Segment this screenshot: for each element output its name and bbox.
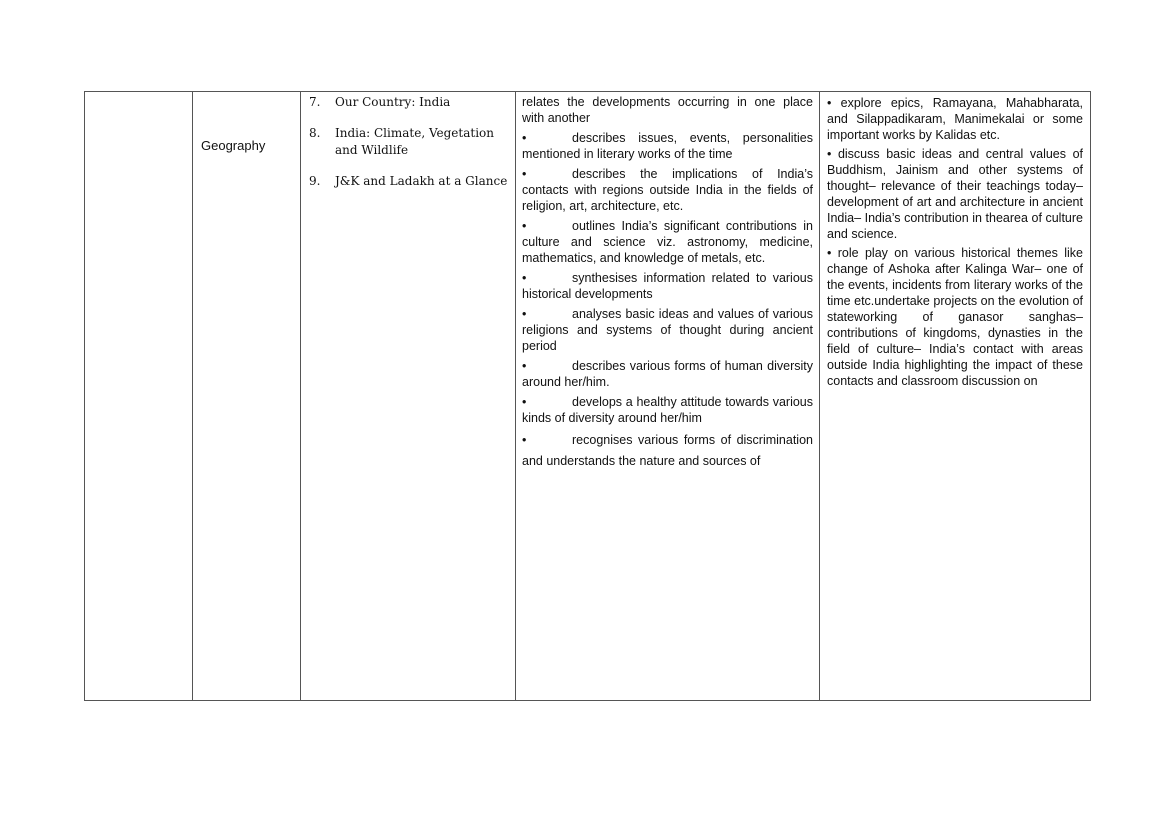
bullet-icon: • [522,271,527,285]
chapter-number: 9. [309,174,321,188]
list-item: • describes the implications of India’s contacts with regions outside India in the fields of religion, art, architecture, etc. [522,167,813,213]
blank-cell [85,92,193,701]
list-item: • recognises various forms of discrimination and understands the nature and sources of [522,430,813,472]
bullet-icon: • [827,147,832,161]
chapter-title: Our Country: India [335,95,451,109]
suggested-pedagogy [820,92,1090,389]
learning-outcomes [516,92,819,472]
list-item: • develops a healthy attitude towards various kinds of diversity around her/him [522,395,813,425]
bullet-icon: • [522,219,527,233]
bullet-icon: • [522,433,527,447]
pedagogy-cell [820,92,1091,701]
chapter-list [301,92,515,190]
learning-outcomes-cell [516,92,820,701]
bullet-icon: • [522,131,527,145]
list-item [309,125,509,159]
list-item: • role play on various historical themes like change of Ashoka after Kalinga War– one of the events, incidents from literary works of the time etc.undertake projects on the evolution of stateworking of ganasor sanghas– contributions of kingdoms, dynasties in the field of culture– India’s contact with areas outside India highlighting the impact of these contacts and classroom discussion on [827,246,1083,388]
list-item [309,173,509,190]
curriculum-table [84,91,1091,701]
subject-label: Geography [201,138,266,153]
list-item: • analyses basic ideas and values of various religions and systems of thought during ancient period [522,307,813,353]
list-item: • describes issues, events, personalities mentioned in literary works of the time [522,131,813,161]
chapter-title: J&K and Ladakh at a Glance [335,174,508,188]
chapter-number: 8. [309,126,321,140]
list-item: • describes various forms of human diversity around her/him. [522,359,813,389]
chapters-cell [301,92,516,701]
chapter-number: 7. [309,95,321,109]
list-item: • outlines India’s significant contributions in culture and science viz. astronomy, medicine, mathematics, and knowledge of metals, etc. [522,219,813,265]
bullet-icon: • [522,359,527,373]
list-item: • synthesises information related to various historical developments [522,271,813,301]
list-item [309,94,509,111]
table-row [85,92,1091,701]
bullet-icon: • [827,246,832,260]
bullet-icon: • [522,395,527,409]
list-item: • explore epics, Ramayana, Mahabharata, and Silappadikaram, Manimekalai or some important works by Kalidas etc. [827,96,1083,142]
bullet-icon: • [522,307,527,321]
outcome-intro: relates the developments occurring in one place with another [522,95,813,125]
subject-cell [193,92,301,701]
chapter-title: India: Climate, Vegetation and Wildlife [335,126,494,157]
bullet-icon: • [522,167,527,181]
bullet-icon: • [827,96,832,110]
list-item: • discuss basic ideas and central values of Buddhism, Jainism and other systems of thought– relevance of their teachings today– development of art and architecture in ancient India– India’s contribution in thearea of culture and science. [827,147,1083,241]
